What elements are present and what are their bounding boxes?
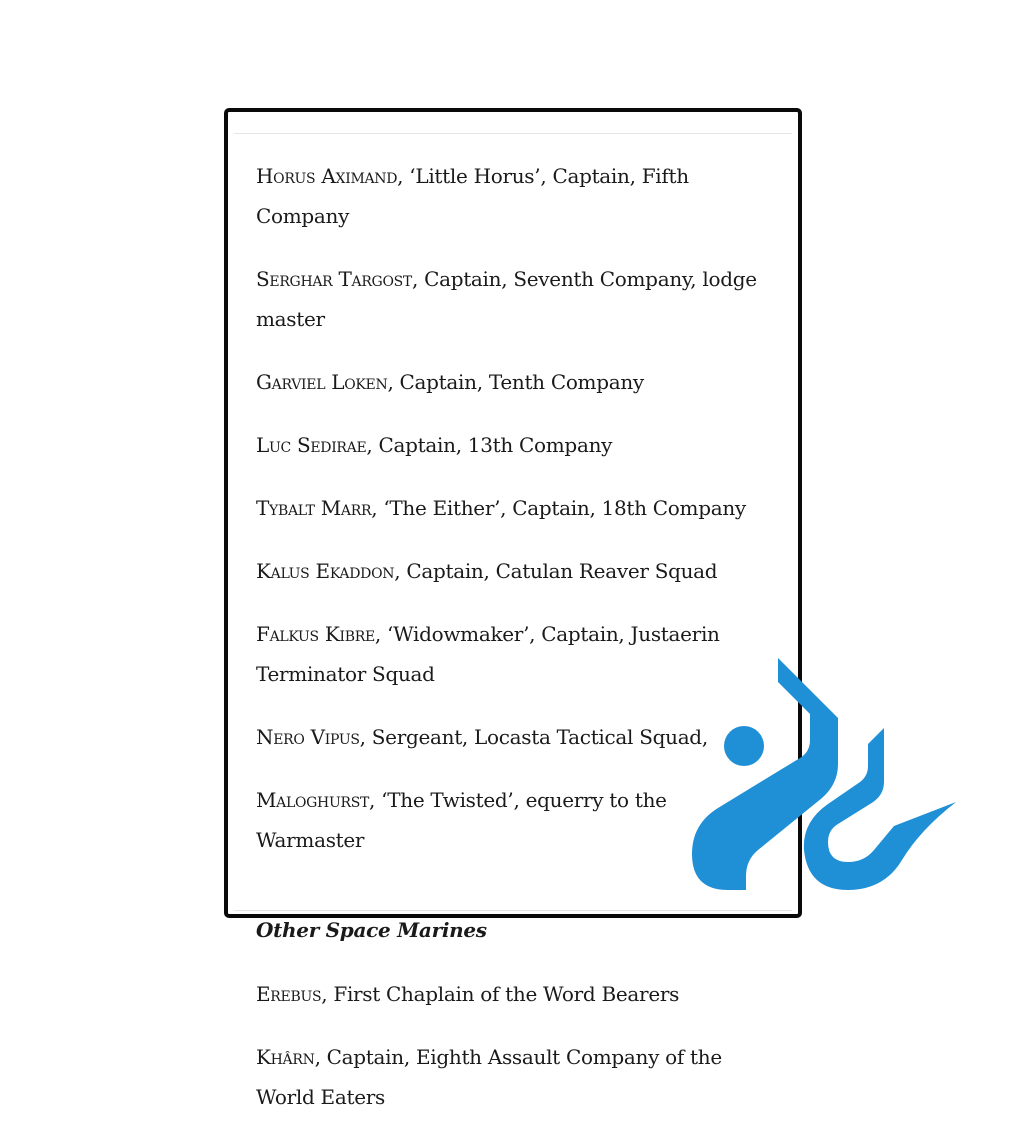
logo-counter: [834, 828, 866, 860]
top-divider: [234, 133, 792, 134]
character-description: , Captain, Seventh Company, lodge master: [256, 267, 757, 331]
character-description: , ‘Widowmaker’, Captain, Justaerin Terminator Squad: [256, 622, 720, 686]
character-name: Erebus: [256, 982, 322, 1006]
character-description: , ‘Little Horus’, Captain, Fifth Company: [256, 164, 689, 228]
list-item: [256, 974, 776, 1014]
list-item: [256, 259, 776, 339]
character-description: , ‘The Twisted’, equerry to the Warmaster: [256, 788, 667, 852]
character-name: Nero Vipus: [256, 725, 360, 749]
list-item: [256, 156, 776, 236]
character-list: [256, 156, 776, 1140]
character-name: Serghar Targost: [256, 267, 412, 291]
logo-shapes: [692, 658, 956, 890]
list-item: [256, 551, 776, 591]
character-description: , Captain, 13th Company: [366, 433, 613, 457]
character-name: Tybalt Marr: [256, 496, 372, 520]
character-description: , First Chaplain of the Word Bearers: [321, 982, 680, 1006]
list-item: [256, 362, 776, 402]
character-description: , Captain, Catulan Reaver Squad: [394, 559, 718, 583]
character-name: Khârn: [256, 1045, 315, 1069]
character-description: , ‘The Either’, Captain, 18th Company: [371, 496, 746, 520]
list-item: [256, 425, 776, 465]
publisher-logo-icon: [688, 654, 958, 894]
character-description: , Captain, Tenth Company: [387, 370, 644, 394]
bottom-divider: [234, 910, 792, 911]
character-name: Horus Aximand: [256, 164, 398, 188]
character-name: Garviel Loken: [256, 370, 388, 394]
character-description: , Captain, Eighth Assault Company of the World Eaters: [256, 1045, 722, 1109]
list-item: [256, 1037, 776, 1117]
character-description: , Sergeant, Locasta Tactical Squad,: [359, 725, 708, 749]
section-heading: Other Space Marines: [256, 918, 487, 942]
character-name: Maloghurst: [256, 788, 370, 812]
character-name: Luc Sedirae: [256, 433, 367, 457]
character-name: Falkus Kibre: [256, 622, 375, 646]
list-item: [256, 488, 776, 528]
character-name: Kalus Ekaddon: [256, 559, 395, 583]
